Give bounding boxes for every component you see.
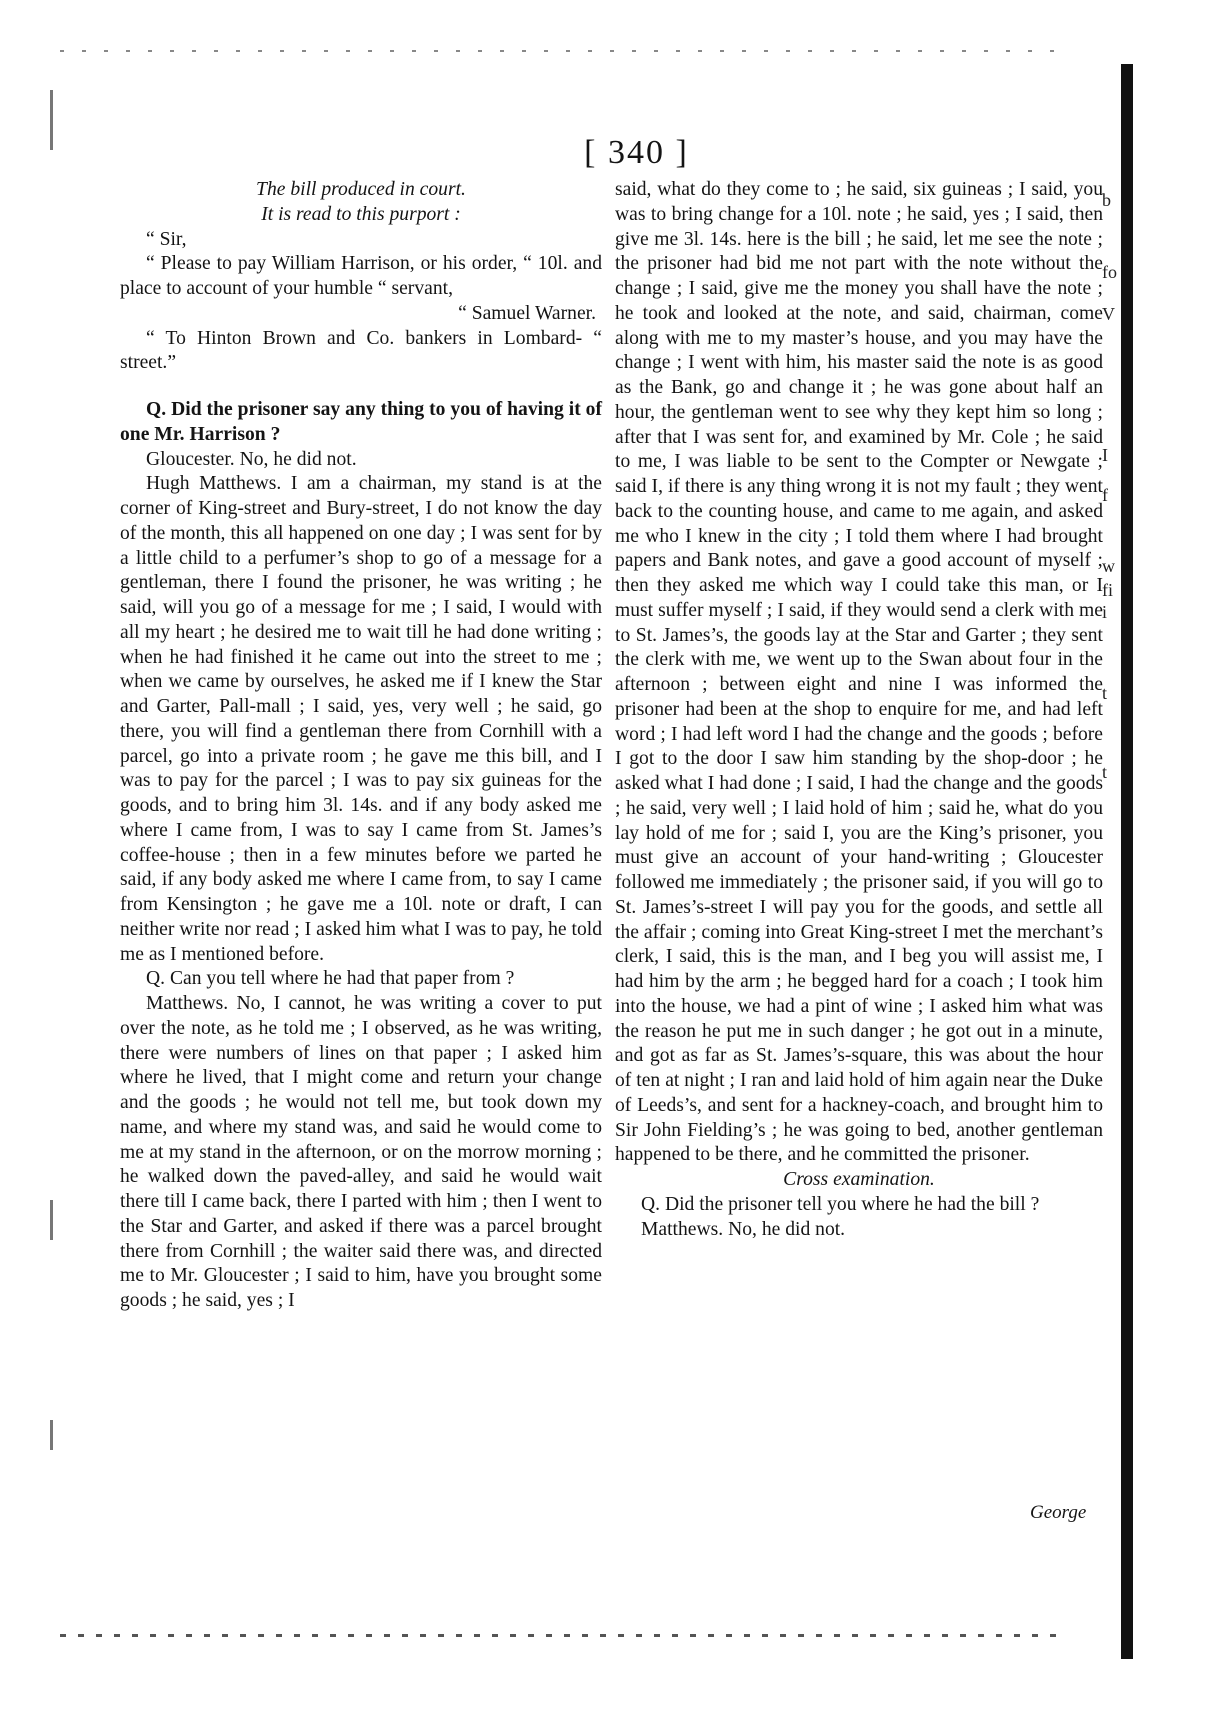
scan-artifact-top	[60, 50, 1060, 52]
right-column	[615, 178, 1103, 1242]
page-number: [ 340 ]	[584, 134, 689, 171]
scan-artifact-left	[50, 1420, 53, 1450]
paragraph: Q. Can you tell where he had that paper from ?	[146, 968, 515, 990]
edge-letter: f	[1102, 485, 1108, 505]
edge-letter: b	[1102, 190, 1111, 210]
edge-letter: fo	[1102, 262, 1117, 282]
edge-letter: i	[1102, 602, 1108, 622]
left-column	[120, 178, 602, 1314]
paragraph	[120, 376, 602, 398]
edge-letter: t	[1102, 762, 1108, 782]
paragraph: Matthews. No, I cannot, he was writing a cover to put over the note, as he told me ; I observed, as he was writing, there were numbers of lines on that paper ; I asked him where he lived, that I might come and return your change and the goods ; he would not tell me, but took down my name, and where my stand was, and said he would come to me at my stand in the afternoon, or on the morrow morning ; he walked down the paved-alley, and said he would wait there till I came back, there I parted with him ; then I went to the Star and Garter, and asked if there was a parcel brought there from Cornhill ; the waiter said there was, and directed me to Mr. Gloucester ; I said to him, have you brought some goods ; he said, yes ; I	[120, 993, 602, 1311]
paragraph: Matthews. No, he did not.	[641, 1218, 846, 1240]
edge-letter: V	[1102, 304, 1115, 324]
paragraph: Cross examination.	[783, 1169, 935, 1190]
catchword: George	[1030, 1502, 1087, 1523]
edge-letter: t	[1102, 683, 1108, 703]
binding-edge	[1121, 64, 1133, 1659]
edge-letter: fi	[1102, 580, 1113, 600]
edge-letter: I	[1102, 445, 1108, 465]
paragraph: “ Samuel Warner.	[458, 302, 596, 324]
paragraph: The bill produced in court.	[256, 179, 466, 200]
paragraph: said, what do they come to ; he said, six guineas ; I said, you was to bring change for a 10l. note ; he said, yes ; I said, then give me 3l. 14s. here is the bill ; he said, let me see the note ; the prisoner had bid me not part with the note without the change ; I said, give me the money you shall have the note ; he took and looked at the note, and said, chairman, come along with me to my master’s house, and you may have the change ; I went with him, his master said the note is as good as the Bank, go and change it ; he was gone about half an hour, the gentleman went to see why they kept him so long ; after that I was sent for, and examined by Mr. Cole ; he said to me, I was liable to be sent to the Compter or Newgate ; said I, if there is any thing wrong it is not my fault ; they went back to the counting house, and came to me again, and asked me who I knew in the city ; I told them where I had brought papers and Bank notes, and gave a good account of myself ; then they asked me which way I could take this man, or I must suffer myself ; I said, if they would send a clerk with me to St. James’s, the goods lay at the Star and Garter ; they sent the clerk with me, we went up to the Swan about four in the afternoon ; between eight and nine I was informed the prisoner had been at the shop to enquire for me, and had left word ; I had left word I had the change and the goods ; before I got to the door I saw him standing by the shop-door ; he asked what I had done ; I said, I had the change and the goods ; he said, very well ; I laid hold of him ; said he, what do you lay hold of me for ; said I, you are the King’s prisoner, you must give an account of your hand-writing ; Gloucester followed me immediately ; the prisoner said, if you will go to St. James’s-street I will pay you for the goods, and settle all the affair ; coming into Great King-street I met the merchant’s clerk, I said, this is the man, and I beg you will assist me, I had him by the arm ; he begged hard for a coach ; I took him into the house, we had a pint of wine ; I asked him what was the reason he put me in such danger ; he got out in a minute, and got as far as St. James’s-square, this was about the hour of ten at night ; I ran and laid hold of him again near the Duke of Leeds’s, and sent for a hackney-coach, and brought him to Sir John Fielding’s ; he was going to bed, another gentleman happened to be there, and he committed the prisoner.	[615, 179, 1103, 1166]
paragraph: It is read to this purport :	[261, 203, 461, 225]
scan-artifact-left	[50, 1200, 53, 1240]
scan-artifact-bottom	[60, 1634, 1060, 1637]
paragraph: Gloucester. No, he did not.	[146, 448, 357, 470]
paragraph: “ Sir,	[146, 228, 187, 250]
paragraph: Q. Did the prisoner say any thing to you of having it of one Mr. Harrison ?	[120, 399, 602, 445]
paragraph: “ Please to pay William Harrison, or his order, “ 10l. and place to account of your humble “ servant,	[120, 253, 602, 299]
paragraph: “ To Hinton Brown and Co. bankers in Lombard- “ street.”	[120, 327, 602, 374]
edge-letter: w	[1102, 556, 1115, 576]
paragraph: Q. Did the prisoner tell you where he had the bill ?	[641, 1193, 1040, 1215]
paragraph: Hugh Matthews. I am a chairman, my stand is at the corner of King-street and Bury-street, I do not know the day of the month, this all happened on one day ; I was sent for by a little child to a perfumer’s shop to go of a message for a gentleman, there I found the prisoner, he was writing ; he said, will you go of a message for me ; I said, I would with all my heart ; he desired me to wait till he had done writing ; when he had finished it he came out into the street to me ; when we came by ourselves, he asked me if I knew the Star and Garter, Pall-mall ; I said, yes, very well ; he said, go there, you will find a gentleman there from Cornhill with a parcel, go into a private room ; he gave me this bill, and I was to pay for the parcel ; I was to pay six guineas for the goods, and to bring him 3l. 14s. and if any body asked me where I came from, I was to say I came from St. James’s coffee-house ; then in a few minutes before we parted he said, if any body asked me where I came from, to say I came from Kensington ; he gave me a 10l. note or draft, I can neither write nor read ; I asked him what I was to pay, he told me as I mentioned before.	[120, 473, 602, 965]
